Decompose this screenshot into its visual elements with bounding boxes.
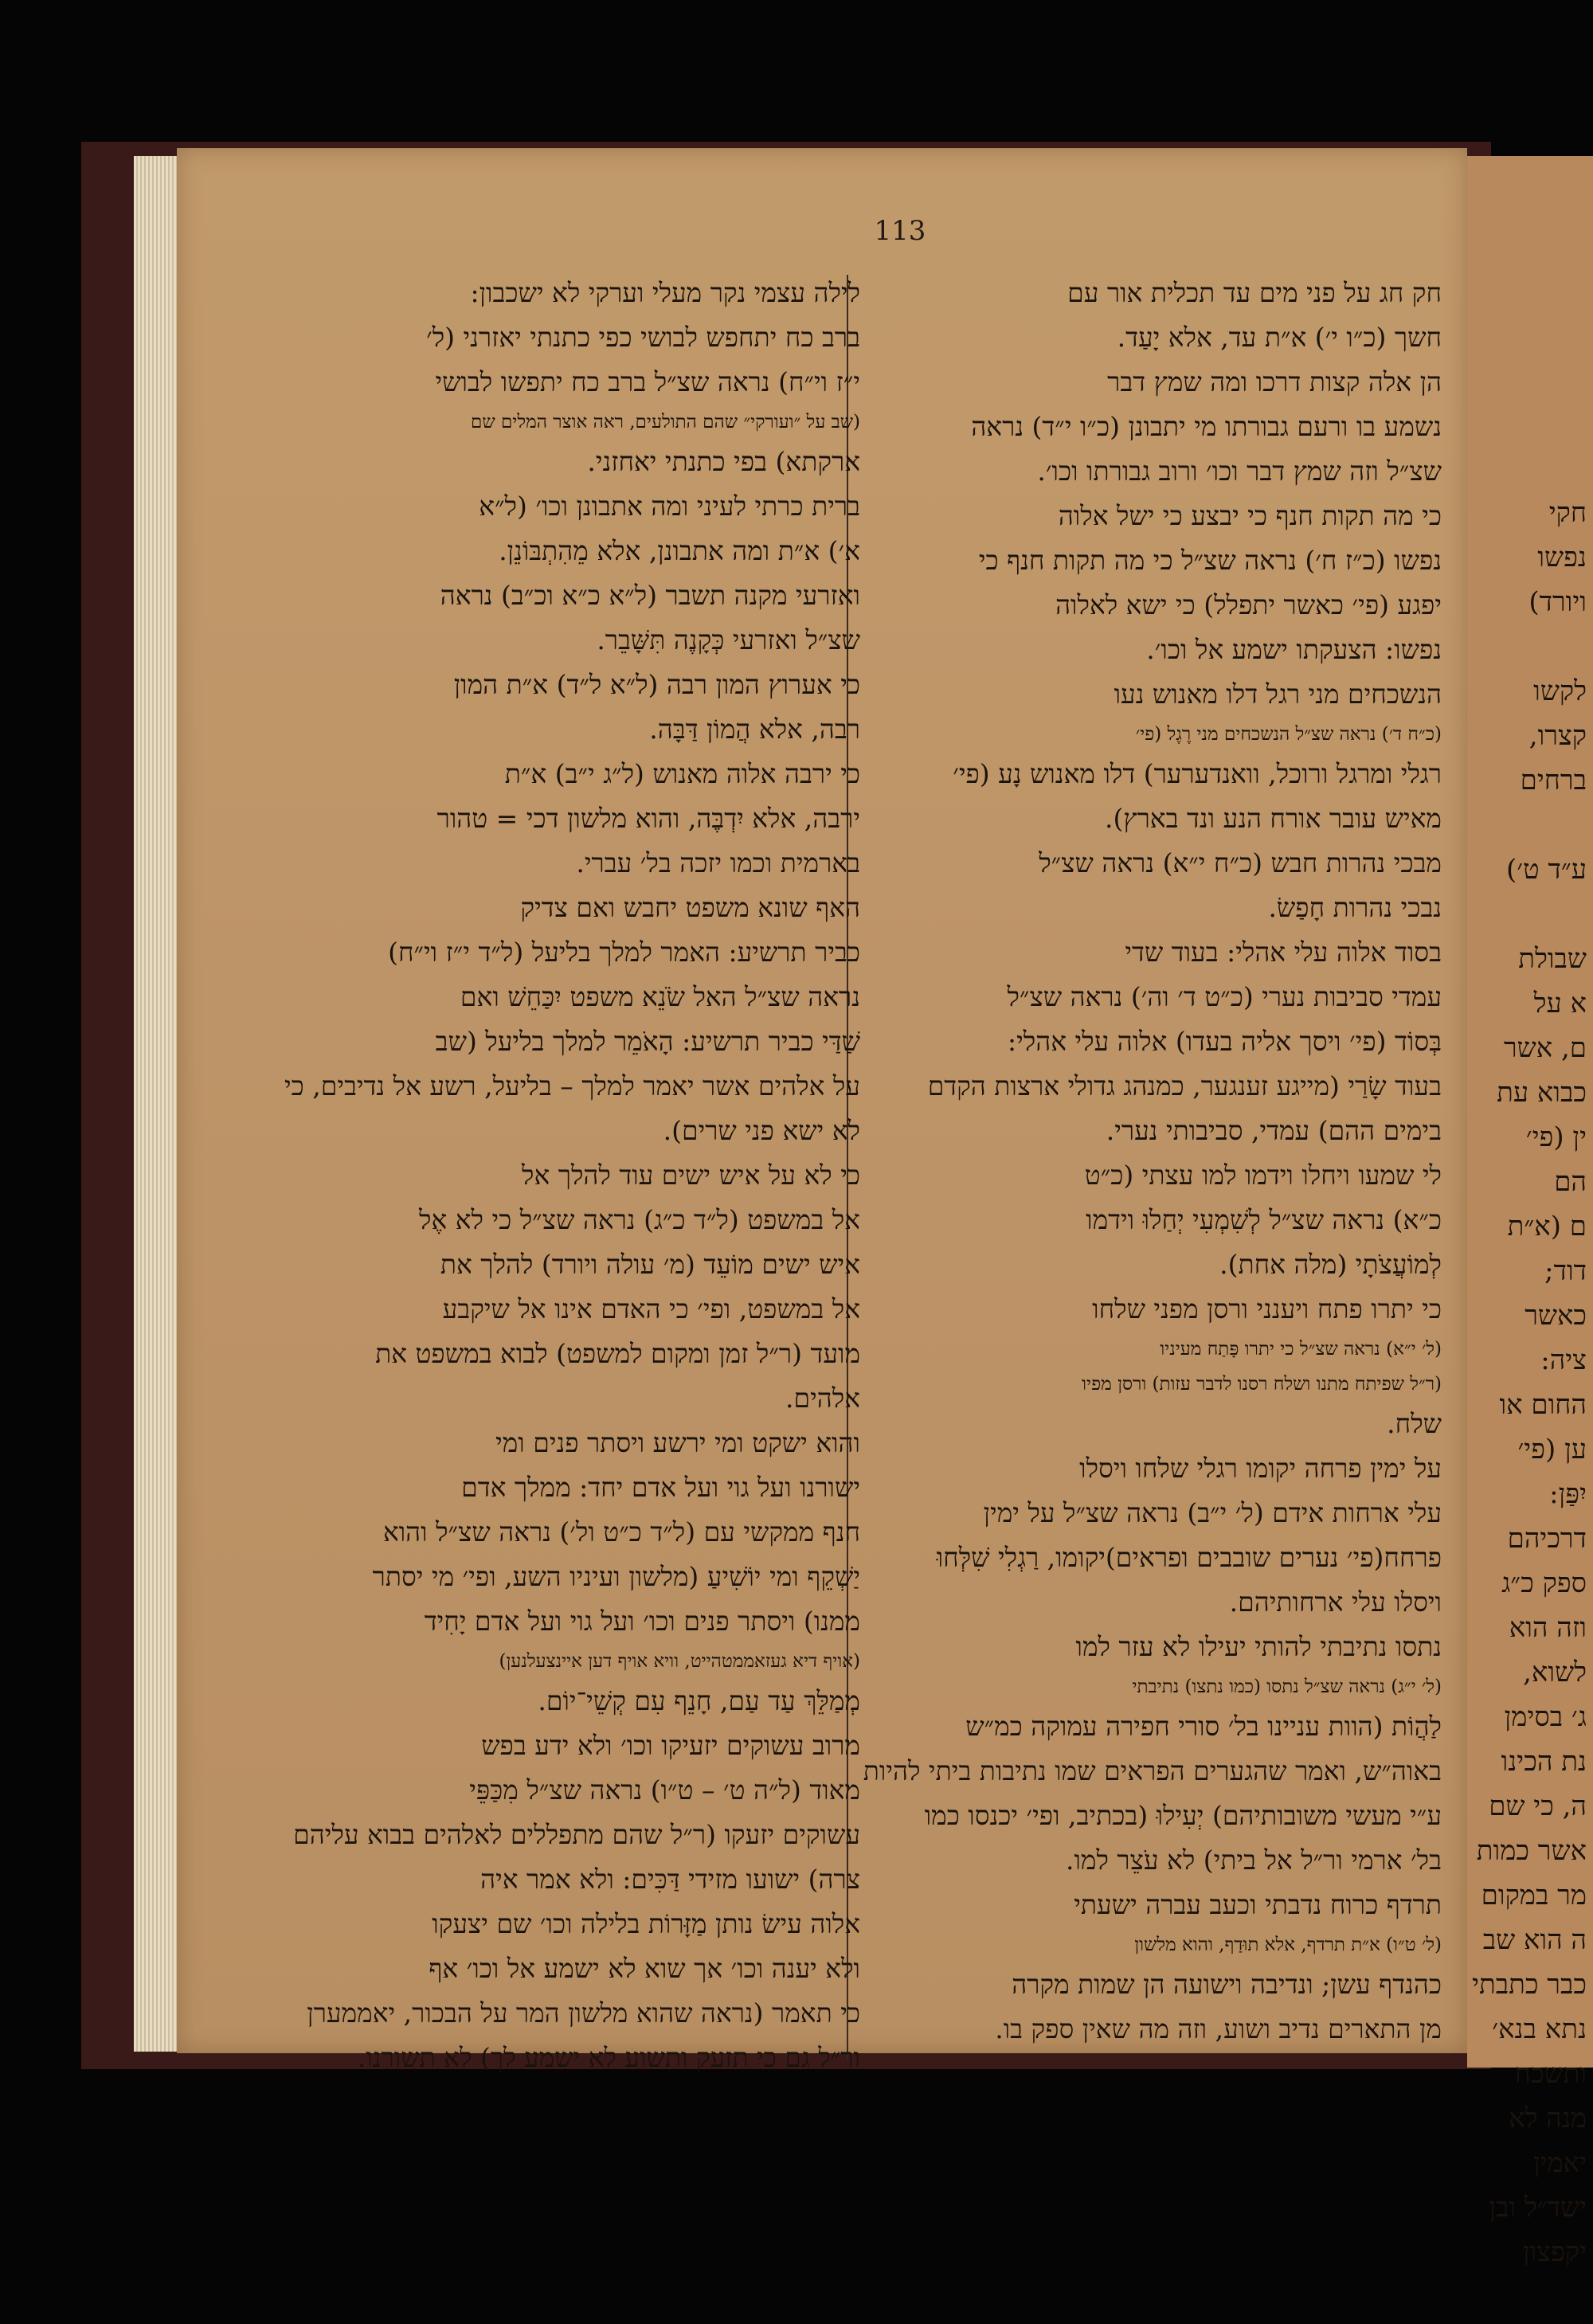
text-line: נבכי נהרות חָפַשׂ. [1268,892,1442,923]
text-line: בסוד אלוה עלי אהלי: בעוד שדי [1125,937,1442,968]
adjacent-text-fragment: ספק כ״ג [1501,1567,1587,1599]
adjacent-text-fragment: ם (א״ת [1507,1211,1587,1242]
adjacent-text-fragment: א על [1533,988,1587,1019]
text-line: על אלהים אשר יאמר למלך – בליעל, רשע אל נדיבים, כי [284,1070,860,1101]
text-line: תרדף כרוח נדבתי וכעב עברה ישעתי [1074,1889,1442,1920]
text-line: איש ישים מוֹעֵד (מ׳ עולה ויורד) להלך את [440,1249,860,1280]
text-line: כי מה תקות חנף כי יבצע כי ישל אלוה [1058,500,1442,531]
text-line: כ״א) נראה שצ״ל לְשִׁמְעִי יְחַלוּ וידמו [1086,1204,1442,1235]
adjacent-text-fragment: ין (פי׳ [1525,1121,1587,1153]
text-line: לא ישא פני שרים). [663,1115,860,1146]
adjacent-text-fragment: ציה: [1540,1344,1587,1376]
text-line: א׳) א״ת ומה אתבונן, אלא מֵהִתְבּוֹנֵן. [499,535,860,566]
text-line: (שב על ״ועורקי״ שהם התולעים, ראה אוצר המלים שם [471,412,860,432]
text-line: כי אערוץ המון רבה (ל״א ל״ד) א״ת המון [453,669,860,700]
text-line: עמדי סביבות נערי (כ״ט ד׳ וה׳) נראה שצ״ל [1007,981,1442,1012]
text-line: שַׁדַּי כביר תרשיע: הָאֹמֵר למלך בליעל (שב [435,1026,860,1057]
text-line: צרה) ישועו מזידי דַּכִּים: ולא אמר איה [480,1864,860,1895]
adjacent-text-fragment: ה הוא שב [1482,1924,1587,1956]
text-line: כהנדף עשן; ונדיבה וישועה הן שמות מקרה [1012,1969,1442,2000]
text-line: ואזרעי מקנה תשבר (ל״א כ״א וכ״ב) נראה [440,580,860,611]
text-line: (אויף דיא געזאממטהייט, וויא אויף דען איינצעלנען) [499,1651,860,1672]
adjacent-text-fragment: נת הכינו [1501,1746,1587,1778]
text-line: האף שונא משפט יחבש ואם צדיק [520,892,860,923]
text-line: פרחח(פי׳ נערים שובבים ופראים)יקומו, רַגְלִי שִׁלְּחוּ [936,1542,1442,1573]
text-line: אלוה עישׂ נותן מַזָּרוֹת בלילה וכו׳ שם יצעקו [432,1908,860,1939]
text-line: (ל׳ י״ג) נראה שצ״ל נתסו (כמו נתצו) נתיבתי [1132,1676,1442,1697]
text-line: מְמַלֵּךְ עַד עַם, חָנֵף עִם קְשֵׁי־יוֹם. [538,1685,860,1716]
text-line: בל׳ ארמי ור״ל אל ביתי) לא עֹצֵר למו. [1065,1845,1442,1876]
adjacent-text-fragment [1467,892,1587,937]
text-line: שצ״ל ואזרעי כְּקָנֶה תִּשָּׁבֵר. [597,624,860,655]
adjacent-text-fragment: קצרו, [1528,720,1587,752]
text-line: לְמוֹעֲצֹתָי (מלה אחת). [1219,1249,1442,1280]
text-line: אל במשפט (ל״ד כ״ג) נראה שצ״ל כי לא אֶל [419,1204,860,1235]
adjacent-text-fragment: לשוא, [1523,1657,1587,1688]
left-text-column [284,271,860,2080]
adjacent-text-fragment: הם [1554,1166,1587,1198]
text-line: לי שמעו ויחלו וידמו למו עצתי (כ״ט [1084,1160,1442,1191]
text-line: שלח. [1387,1408,1442,1439]
text-line: בימים ההם) עמדי, סביבותי נערי. [1106,1115,1442,1146]
adjacent-text-fragment: ותשכח [1514,2058,1587,2090]
adjacent-text-fragment: ה, כי שם [1489,1790,1587,1822]
text-line: כי תאמר (נראה שהוא מלשון המר על הבכור, יאממערן [307,1997,860,2029]
text-line: רגלי ומרגל ורוכל, וואנדערער) דלו מאנוש נָע (פי׳ [953,758,1442,789]
text-line: ברב כח יתחפש לבושי כפי כתנתי יאזרני (ל׳ [426,322,860,353]
adjacent-text-fragment: ויורד) [1528,586,1587,618]
text-line: מועד (ר״ל זמן ומקום למשפט) לבוא במשפט את [375,1338,860,1369]
adjacent-text-fragment: נתא בנא׳ [1492,2013,1587,2045]
text-line: בעוד שָׂרַי (מייגע זענגער, כמנהג גדולי ארצות הקדם [927,1070,1442,1101]
text-line: נראה שצ״ל האל שֹׂנֵא משפט יִכַּחֵשׁ ואם [460,981,860,1012]
adjacent-text-fragment: ישד״ל ובן [1489,2192,1587,2224]
text-line: ור״ל גם כי תזעק ותשוע לא ישמע לך) לא תשורנו. [357,2042,860,2073]
text-line: כי לא על איש ישים עוד להלך אל [522,1160,860,1191]
text-line: ולא יענה וכו׳ אך שוא לא ישמע אל וכו׳ אף [429,1953,860,1984]
text-line: כי ירבה אלוה מאנוש (ל״ג י״ב) א״ת [504,758,860,789]
adjacent-text-fragment: כבוא עת [1497,1077,1587,1109]
text-line: והוא ישקט ומי ירשע ויסתר פנים ומי [495,1427,860,1458]
text-line: מן התארים נדיב ושוע, וזה מה שאין ספק בו. [995,2013,1442,2044]
text-line: כביר תרשיע: האמר למלך בליעל (ל״ד י״ז וי״ח) [388,937,860,968]
text-line: ארקתא) בפי כתנתי יאחזני. [587,446,860,477]
adjacent-text-fragment: ברחים [1520,765,1587,796]
text-line: מאוד (ל״ה ט׳ – ט״ו) נראה שצ״ל מִכַּפֵּי [469,1774,860,1806]
adjacent-text-fragment: כאשר [1525,1300,1587,1332]
text-line: ממנו) ויסתר פנים וכו׳ ועל גוי ועל אדם יָחִיד [424,1606,860,1637]
adjacent-text-fragment: לקשו [1533,675,1587,707]
adjacent-text-fragment: יאמין [1532,2147,1587,2179]
text-line: לַהֲוֹת (הוות עניינו בל׳ סורי חפירה עמוקה כמ״ש [965,1711,1442,1742]
text-line: חשך (כ״ו י׳) א״ת עד, אלא יָעַד. [1117,322,1442,353]
text-line: עלי ארחות אידם (ל׳ י״ב) נראה שצ״ל על ימין [983,1497,1442,1528]
text-line: מבכי נהרות חבש (כ״ח י״א) נראה שצ״ל [1039,847,1442,878]
adjacent-text-fragment: נפשו [1537,542,1587,573]
text-line: מרוב עשוקים יזעיקו וכו׳ ולא ידע בפש [481,1730,860,1761]
text-line: ברית כרתי לעיני ומה אתבונן וכו׳ (ל״א [479,491,860,522]
adjacent-text-fragment: מנה לא [1509,2103,1587,2134]
adjacent-text-fragment: כבר כתבתי [1472,1969,1587,2001]
text-line: (ל׳ ט״ו) א״ת תרדף, אלא תוּדַף, והוא מלשון [1134,1935,1442,1955]
text-line: רבה, אלא הֲמוֹן דַּבָּה. [649,714,860,745]
adjacent-text-fragment: ם, אשר [1503,1032,1587,1064]
text-line: כי יתרו פתח ויענני ורסן מפני שלחו [1092,1293,1442,1324]
text-line: (ר״ל שפיתח מתנו ושלח רסנו לדבר עזות) ורסן מפיו [1082,1374,1442,1395]
text-line: בְּסוֹד (פי׳ ויסך אליה בעדו) אלוה עלי אהלי: [1008,1026,1442,1057]
adjacent-text-fragment: ען (פי׳ [1517,1434,1587,1465]
text-line: חנף ממקשי עם (ל״ד כ״ט ול׳) נראה שצ״ל והוא [382,1516,860,1547]
text-line: עשוקים יזעקו (ר״ל שהם מתפללים לאלהים בבוא עליהם [293,1819,860,1850]
adjacent-text-fragment: דרכיהם [1507,1523,1587,1555]
text-line: באוה״ש, ואמר שהגערים הפראים שמו נתיבות ביתי להיות [863,1755,1442,1786]
text-line: הנשכחים מני רגל דלו מאנוש נעו [1114,679,1442,710]
adjacent-text-fragment: שבולת [1518,943,1587,975]
text-line: אל במשפט, ופי׳ כי האדם אינו אל שיקבע [442,1293,860,1324]
adjacent-text-fragment: יקפצון [1522,2236,1587,2268]
text-line: נשמע בו ורעם גבורתו מי יתבונן (כ״ו י״ד) נראה [971,411,1442,442]
text-line: חק חג על פני מים עד תכלית אור עם [1067,277,1442,308]
text-line: על ימין פרחה יקומו רגלי שלחו ויסלו [1079,1453,1442,1484]
text-line: יַשְׁקֵף ומי יוֹשִׁיעַ (מלשון ועיניו השע, ופי׳ מי יסתר [372,1561,860,1592]
text-line: י״ז וי״ח) נראה שצ״ל ברב כח יתפשו לבושי [435,366,860,397]
text-line: שצ״ל וזה שמץ דבר וכו׳ ורוב גבורתו וכו׳. [1037,456,1442,487]
text-line: ירבה, אלא יִדְבֶּה, והוא מלשון דכי = טהור [436,803,860,834]
adjacent-page [1467,156,1593,2268]
right-text-column [863,271,1442,2052]
adjacent-text-fragment: ג׳ בסימן [1504,1701,1587,1733]
adjacent-text-fragment: וזה הוא [1509,1612,1587,1644]
text-line: יפגע (פי׳ כאשר יתפלל) כי ישא לאלוה [1055,589,1442,620]
text-line: הן אלה קצות דרכו ומה שמץ דבר [1107,366,1442,397]
text-line: ישורנו ועל גוי ועל אדם יחד: ממלך אדם [461,1472,860,1503]
adjacent-text-fragment: יִפַּן: [1549,1478,1587,1510]
page-number: 113 [874,215,926,247]
adjacent-text-fragment: מר במקום [1481,1880,1587,1911]
text-line: נתסו נתיבתי להותי יעילו לא עזר למו [1075,1631,1442,1662]
text-line: בארמית וכמו יזכה בל׳ עברי. [576,847,860,878]
adjacent-text-fragment [1467,624,1587,669]
text-line: (כ״ח ד׳) נראה שצ״ל הנשכחים מני רֶגֶל (פי׳ [1135,724,1442,745]
adjacent-text-fragment: אשר כמות [1476,1835,1587,1867]
text-line: מאיש עובר אורח הנע ונד בארץ). [1105,803,1442,834]
adjacent-page-text [1467,491,1587,2275]
text-line: נפשו (כ״ז ח׳) נראה שצ״ל כי מה תקות חנף כי [978,545,1442,576]
text-line: (ל׳ י״א) נראה שצ״ל כי יתרו פָּתַח מעיניו [1160,1339,1442,1360]
adjacent-text-fragment [1467,803,1587,847]
adjacent-text-fragment: ע״ד ט׳) [1506,854,1587,886]
text-line: נפשו: הצעקתו ישמע אל וכו׳. [1146,634,1442,665]
adjacent-text-fragment: דוד; [1544,1255,1587,1287]
text-line: לילה עצמי נקר מעלי וערקי לא ישכבון: [470,277,860,308]
adjacent-text-fragment: החום או [1499,1389,1587,1421]
adjacent-text-fragment: חקי [1548,497,1587,529]
text-line: אלהים. [785,1383,860,1414]
text-line: ויסלו עלי ארחותיהם. [1229,1587,1442,1618]
text-line: ע״י מעשי משובותיהם) יְעִילוּ (בכתיב, ופי׳ יכנסו כמו [924,1800,1442,1831]
